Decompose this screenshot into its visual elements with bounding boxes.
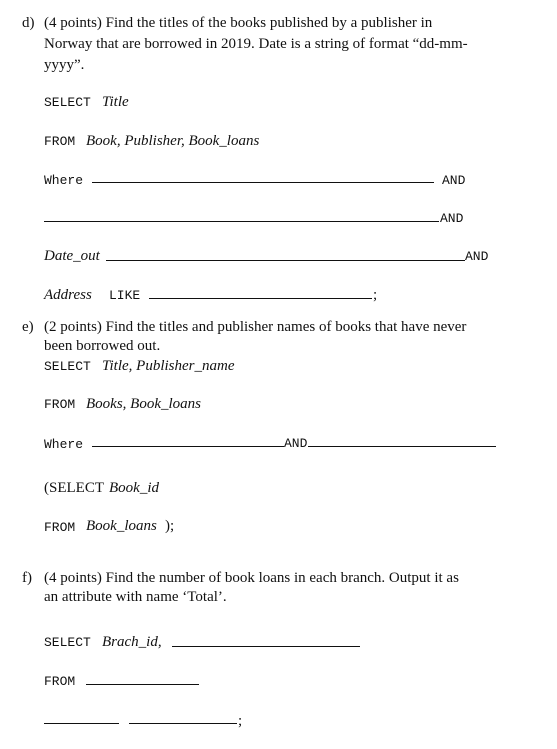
d-where-blank[interactable] [92, 182, 434, 183]
e-where-blank[interactable] [92, 446, 284, 447]
d-and-2: AND [440, 211, 464, 226]
e-subquery-close: ); [165, 518, 175, 534]
f-semicolon: ; [238, 713, 243, 729]
e-subquery-attribute: Book_id [109, 480, 159, 496]
e-condition-blank[interactable] [308, 446, 496, 447]
question-f-text-line1: (4 points) Find the number of book loans in each branch. Output it as [44, 570, 459, 586]
question-d-text-line3: yyyy”. [44, 57, 85, 73]
f-select-attribute: Brach_id, [102, 634, 162, 650]
question-e-text-line2: been borrowed out. [44, 338, 161, 354]
f-select-blank[interactable] [172, 646, 360, 647]
d-condition-blank[interactable] [44, 221, 439, 222]
d-address-blank[interactable] [149, 298, 372, 299]
question-d-label: d) [22, 15, 35, 31]
f-select-keyword: SELECT [44, 635, 91, 650]
question-f-label: f) [22, 570, 32, 586]
f-from-blank[interactable] [86, 684, 199, 685]
d-select-attribute: Title [102, 94, 129, 110]
question-d-text-line2: Norway that are borrowed in 2019. Date is a string of format “dd-mm- [44, 36, 468, 52]
question-d-text-line1: (4 points) Find the titles of the books published by a publisher in [44, 15, 433, 31]
e-subquery-from-keyword: FROM [44, 520, 76, 535]
d-semicolon: ; [373, 287, 378, 303]
d-date-blank[interactable] [106, 260, 465, 261]
e-and: AND [284, 436, 308, 451]
e-where-keyword: Where [44, 437, 84, 452]
d-date-attribute: Date_out [44, 248, 100, 264]
d-select-keyword: SELECT [44, 95, 91, 110]
e-subquery-open: (SELECT [44, 480, 104, 496]
question-e-label: e) [22, 319, 34, 335]
d-address-attribute: Address [44, 287, 92, 303]
e-from-tables: Books, Book_loans [86, 396, 201, 412]
e-subquery-from-table: Book_loans [86, 518, 157, 534]
f-clause-blank[interactable] [44, 723, 119, 724]
question-e-text-line1: (2 points) Find the titles and publisher names of books that have never [44, 319, 467, 335]
d-and-3: AND [465, 249, 489, 264]
d-like-keyword: LIKE [109, 288, 141, 303]
e-from-keyword: FROM [44, 397, 76, 412]
d-from-tables: Book, Publisher, Book_loans [86, 133, 260, 149]
d-and-1: AND [442, 173, 466, 188]
e-select-attributes: Title, Publisher_name [102, 358, 235, 374]
e-select-keyword: SELECT [44, 359, 91, 374]
f-from-keyword: FROM [44, 674, 76, 689]
d-from-keyword: FROM [44, 134, 76, 149]
question-f-text-line2: an attribute with name ‘Total’. [44, 589, 227, 605]
d-where-keyword: Where [44, 173, 84, 188]
f-group-blank[interactable] [129, 723, 237, 724]
